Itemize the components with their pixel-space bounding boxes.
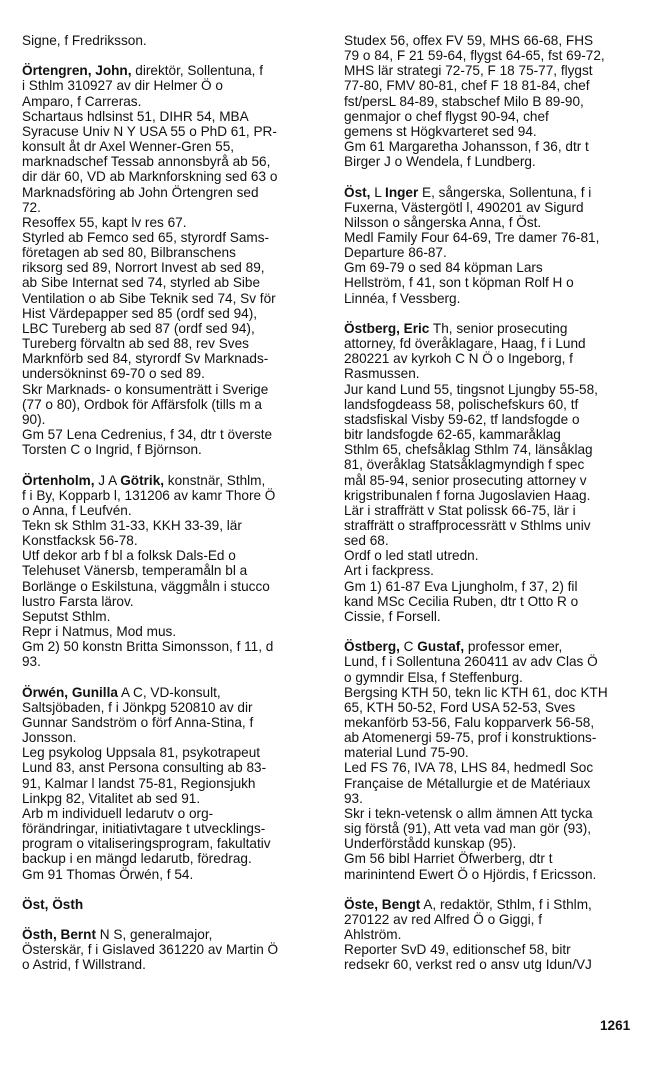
entry-line [22,533,322,548]
entry-text: Lund 83, anst Persona consulting ab 83- [22,760,267,776]
entry-text: Française de Métallurgie et de Matériaux [344,775,591,791]
entry-text: Birger J o Wendela, f Lundberg. [344,154,536,170]
entry-text: sig förstå (91), Att veta vad man gör (93), [344,821,592,837]
entry-line [344,685,644,700]
entry-line [22,321,322,336]
entry-text: Syracuse Univ N Y USA 55 o PhD 61, PR- [22,123,277,139]
entry-line [344,897,644,912]
entry-text: Gm 57 Lena Cedrenius, f 34, dtr t överste [22,427,273,443]
entry-line [22,291,322,306]
entry-text: Nilsson o sångerska Anna, f Öst. [344,214,542,230]
entry-text: genmajor o chef flygst 90-94, chef [344,108,549,124]
entry-line [344,366,644,381]
entry-text: gemens st Högkvarteret sed 94. [344,123,537,139]
entry-text: 65, KTH 50-52, Ford USA 52-53, Sves [344,699,576,715]
entry-line [22,776,322,791]
entry-text: Gm 2) 50 konstn Britta Simonsson, f 11, d [22,639,274,655]
entry-line [344,700,644,715]
entry-text: Cissie, f Forsell. [344,608,441,624]
entry-line [344,730,644,745]
entry-text: Tureberg förvaltn ab sed 88, rev Sves [22,336,249,352]
entry-text: Fuxerna, Västergötl l, 490201 av Sigurd [344,199,584,215]
entry-text: mål 85-94, senior prosecuting attorney v [344,472,587,488]
entry-line [344,185,644,200]
entry-text: direktör, Sollentuna, f [131,63,263,79]
entry-line [344,715,644,730]
entry-text: Reporter SvD 49, editionschef 58, bitr [344,942,571,958]
entry-line [344,442,644,457]
entry-text: 93. [344,790,363,806]
left-column [22,33,322,988]
entry-text: 93. [22,654,41,670]
entry-line [344,579,644,594]
entry-text: Studex 56, offex FV 59, MHS 66-68, FHS [344,33,594,48]
entry-line [344,851,644,866]
entry-text: Hellström, f 41, son t köpman Rolf H o [344,275,574,291]
entry-text: i Sthlm 310927 av dir Helmer Ö o [22,78,223,94]
page-number: 1261 [600,1018,631,1033]
right-column [344,33,644,988]
entry-name: Östberg, [344,639,400,655]
entry-line [344,518,644,533]
entry-line [344,639,644,654]
entry-text: Skr i tekn-vetensk o allm ämnen Att tycka [344,805,593,821]
entry-text: L [370,184,386,200]
entry-line [22,700,322,715]
entry-line [344,412,644,427]
entry-line [344,63,644,78]
directory-entry [22,473,322,670]
entry-text: marknadschef Tessab annonsbyrå ab 56, [22,154,271,170]
entry-text: Underförstådd kunskap (95). [344,836,517,852]
entry-line [22,624,322,639]
entry-line [344,382,644,397]
directory-entry [22,63,322,457]
directory-entry [22,33,322,48]
entry-line [344,927,644,942]
entry-line [344,230,644,245]
entry-line [22,654,322,669]
entry-line [22,412,322,427]
entry-line [22,230,322,245]
entry-text: ab Atomenergi 59-75, prof i konstruktions- [344,730,597,746]
entry-text: 280221 av kyrkoh C N Ö o Ingeborg, f [344,351,573,367]
entry-line [344,563,644,578]
entry-line [344,48,644,63]
entry-line [22,94,322,109]
entry-line [22,867,322,882]
entry-line [22,185,322,200]
entry-line [22,427,322,442]
entry-text: Telehuset Vänersb, temperamåln bl a [22,563,248,579]
entry-text: 270122 av red Alfred Ö o Giggi, f [344,912,542,927]
entry-line [22,275,322,290]
entry-line [344,912,644,927]
entry-name: Örtengren, John, [22,63,132,79]
entry-text: A, redaktör, Sthlm, f i Sthlm, [420,896,592,912]
entry-line [22,33,322,48]
entry-line [344,760,644,775]
entry-text: förändringar, initiativtagare t utvecklings- [22,821,266,837]
entry-line [344,94,644,109]
entry-text: lustro Farsta lärov. [22,593,134,609]
entry-text: Marknförb sed 84, styrordf Sv Marknads- [22,351,269,367]
entry-line [344,745,644,760]
entry-line [22,927,322,942]
entry-text: o Astrid, f Willstrand. [22,957,146,973]
directory-entry [344,185,644,306]
entry-line [344,260,644,275]
entry-line [22,821,322,836]
entry-line [344,488,644,503]
entry-text: Signe, f Fredriksson. [22,33,147,48]
entry-line [22,78,322,93]
entry-line [22,503,322,518]
entry-text: E, sångerska, Sollentuna, f i [418,184,592,200]
entry-line [344,33,644,48]
entry-line [22,200,322,215]
entry-text: Jonsson. [22,730,77,746]
entry-text: 77-80, FMV 80-81, chef F 18 81-84, chef [344,78,590,94]
entry-text: Gm 61 Margaretha Johansson, f 36, dtr t [344,139,589,155]
entry-line [22,351,322,366]
entry-line [344,336,644,351]
entry-line [344,109,644,124]
entry-line [22,806,322,821]
entry-line [22,760,322,775]
entry-line [344,791,644,806]
entry-line [22,745,322,760]
entry-line [22,245,322,260]
directory-entry [344,321,644,624]
entry-text: 91, Kalmar l landst 75-81, Regionsjukh [22,775,256,791]
entry-text: landsfogdeass 58, polischefskurs 60, tf [344,396,579,412]
entry-name: Gustaf, [417,639,465,655]
entry-text: Gm 1) 61-87 Eva Ljungholm, f 37, 2) fil [344,578,578,594]
entry-text: mekanförb 53-56, Falu kopparverk 56-58, [344,714,595,730]
entry-text: marinintend Ewert Ö o Hjördis, f Ericsson. [344,866,597,882]
entry-text: konsult åt dr Axel Wenner-Gren 55, [22,139,235,155]
entry-line [22,397,322,412]
entry-text: N S, generalmajor, [96,927,213,943]
entry-text: attorney, fd överåklagare, Haag, f i Lund [344,336,586,352]
entry-line [22,563,322,578]
entry-text: Ahlström. [344,927,402,943]
entry-name: Örwén, Gunilla [22,684,118,700]
entry-line [344,942,644,957]
entry-line [344,806,644,821]
entry-text: sed 68. [344,533,389,549]
entry-line [344,124,644,139]
entry-line [22,897,322,912]
entry-text: Linnéa, f Vessberg. [344,290,461,306]
entry-text: A C, VD-konsult, [117,684,221,700]
entry-text: Gunnar Sandström o förf Anna-Stina, f [22,714,254,730]
entry-line [22,473,322,488]
entry-line [344,654,644,669]
entry-text: Skr Marknads- o konsumenträtt i Sverige [22,381,269,397]
entry-text: Ventilation o ab Sibe Teknik sed 74, Sv för [22,290,276,306]
entry-line [344,215,644,230]
entry-text: LBC Tureberg ab sed 87 (ordf sed 94), [22,320,255,336]
entry-text: redsekr 60, verkst red o ansv utg Idun/VJ [344,957,592,973]
entry-line [22,336,322,351]
entry-text: Arb m individuell ledarutv o org- [22,805,214,821]
entry-line [22,851,322,866]
entry-text: undersökninst 69-70 o sed 89. [22,366,205,382]
entry-line [22,685,322,700]
entry-line [22,518,322,533]
entry-text: Konstfacksk 56-78. [22,533,138,549]
entry-text: bitr landsfogde 62-65, kammaråklag [344,427,561,443]
entry-line [22,957,322,972]
entry-name: Öst, [344,184,371,200]
entry-text: Saltsjöbaden, f i Jönkpg 520810 av dir [22,699,253,715]
entry-text: Ordf o led statl utredn. [344,548,479,564]
entry-line [22,366,322,381]
entry-text: Resoffex 55, kapt lv res 67. [22,214,187,230]
entry-line [22,791,322,806]
entry-line [22,730,322,745]
entry-line [344,821,644,836]
entry-line [344,78,644,93]
directory-entry [22,897,322,912]
entry-text: Linkpg 82, Vitalitet ab sed 91. [22,790,201,806]
entry-text: företagen ab sed 80, Bilbranschens [22,245,236,261]
entry-text: dir där 60, VD ab Marknforskning sed 63 o [22,169,278,185]
entry-line [22,715,322,730]
entry-line [22,215,322,230]
entry-line [344,473,644,488]
entry-text: Tekn sk Sthlm 31-33, KKH 33-39, lär [22,517,242,533]
entry-text: Styrled ab Femco sed 65, styrordf Sams- [22,230,270,246]
directory-entry [22,685,322,882]
entry-text: Gm 69-79 o sed 84 köpman Lars [344,260,543,276]
directory-entry [344,897,644,973]
entry-name: Östh, Bernt [22,927,97,943]
entry-text: stadsfiskal Visby 59-62, tf landsfogde o [344,411,580,427]
entry-line [22,442,322,457]
entry-text: Österskär, f i Gislaved 361220 av Martin Ö [22,942,279,958]
entry-text: material Lund 75-90. [344,745,469,761]
entry-line [22,579,322,594]
entry-line [22,548,322,563]
entry-line [344,457,644,472]
entry-text: konstnär, Sthlm, [164,472,266,488]
entry-text: Seputst Sthlm. [22,608,111,624]
entry-line [22,639,322,654]
entry-text: (77 o 80), Ordbok för Affärsfolk (tills m a [22,396,262,412]
entry-text: Hist Värdepapper sed 85 (ordf sed 94), [22,305,258,321]
entry-line [344,776,644,791]
entry-text: 90). [22,411,46,427]
entry-text: Gm 56 bibl Harriet Öfwerberg, dtr t [344,851,553,867]
entry-line [22,594,322,609]
entry-line [22,63,322,78]
entry-line [344,548,644,563]
directory-entry [344,33,644,169]
entry-text: Led FS 76, IVA 78, LHS 84, hedmedl Soc [344,760,594,776]
entry-line [344,200,644,215]
entry-text: Th, senior prosecuting [429,320,568,336]
entry-line [22,609,322,624]
entry-line [344,139,644,154]
entry-line [22,154,322,169]
entry-name: Örtenholm, [22,472,95,488]
entry-name: Östberg, Eric [344,320,430,336]
entry-line [344,957,644,972]
entry-name: Inger [385,184,419,200]
entry-line [344,533,644,548]
entry-text: Jur kand Lund 55, tingsnot Ljungby 55-58, [344,381,598,397]
entry-line [22,139,322,154]
entry-line [344,836,644,851]
entry-text: Marknadsföring ab John Örtengren sed [22,184,259,200]
entry-line [22,169,322,184]
entry-line [22,382,322,397]
entry-line [344,351,644,366]
entry-text: 81, överåklag Statsåklagmyndigh f spec [344,457,585,473]
entry-text: Torsten C o Ingrid, f Björnson. [22,442,202,458]
entry-line [344,503,644,518]
entry-text: Lund, f i Sollentuna 260411 av adv Clas Ö [344,654,598,670]
entry-line [344,427,644,442]
entry-text: kand MSc Cecilia Ruben, dtr t Otto R o [344,593,579,609]
entry-text: f i By, Kopparb l, 131206 av kamr Thore Ö [22,487,276,503]
entry-text: J A [94,472,121,488]
directory-entry [344,639,644,882]
entry-text: riksorg sed 89, Norrort Invest ab sed 89, [22,260,265,276]
entry-text: Rasmussen. [344,366,420,382]
entry-text: 79 o 84, F 21 59-64, flygst 64-65, fst 69-72, [344,48,605,64]
entry-line [344,275,644,290]
entry-text: Leg psykolog Uppsala 81, psykotrapeut [22,745,261,761]
entry-text: professor emer, [464,639,563,655]
entry-text: C [399,639,418,655]
entry-text: MHS lär strategi 72-75, F 18 75-77, flygst [344,63,593,79]
entry-line [22,836,322,851]
entry-line [344,154,644,169]
entry-line [22,488,322,503]
entry-line [344,321,644,336]
entry-text: Utf dekor arb f bl a folksk Dals-Ed o [22,548,236,564]
entry-line [344,594,644,609]
directory-entry [22,927,322,972]
entry-line [344,291,644,306]
entry-text: krigstribunalen f forna Jugoslavien Haag. [344,487,591,503]
entry-text: Medl Family Four 64-69, Tre damer 76-81, [344,230,600,246]
entry-text: Bergsing KTH 50, tekn lic KTH 61, doc KTH [344,684,608,700]
entry-text: backup i en mängd ledarutb, föredrag. [22,851,252,867]
entry-text: Departure 86-87. [344,245,447,261]
entry-line [22,109,322,124]
entry-text: Borlänge o Eskilstuna, väggmåln i stucco [22,578,270,594]
entry-line [22,306,322,321]
entry-text: straffrätt o straffprocessrätt v Sthlms univ [344,517,591,533]
entry-text: Sthlm 65, chefsåklag Sthlm 74, länsåklag [344,442,593,458]
entry-text: Lär i straffrätt v Stat polissk 66-75, lär i [344,502,576,518]
entry-text: fst/persL 84-89, stabschef Milo B 89-90, [344,93,584,109]
entry-line [22,942,322,957]
entry-line [344,867,644,882]
entry-text: Art i fackpress. [344,563,434,579]
entry-line [344,397,644,412]
entry-text: 72. [22,199,41,215]
entry-text: Amparo, f Carreras. [22,93,142,109]
entry-line [22,124,322,139]
entry-line [344,609,644,624]
entry-text: o Anna, f Leufvén. [22,502,132,518]
entry-line [344,670,644,685]
entry-line [344,245,644,260]
entry-name: Öst, Östh [22,896,84,912]
entry-name: Götrik, [120,472,165,488]
entry-text: Schartaus hdlsinst 51, DIHR 54, MBA [22,108,249,124]
entry-text: ab Sibe Internat sed 74, styrled ab Sibe [22,275,261,291]
entry-name: Öste, Bengt [344,896,421,912]
entry-text: o gymndir Elsa, f Steffenburg. [344,669,523,685]
entry-text: Gm 91 Thomas Örwén, f 54. [22,866,194,882]
entry-text: program o vitaliseringsprogram, fakultativ [22,836,271,852]
entry-line [22,260,322,275]
entry-text: Repr i Natmus, Mod mus. [22,624,177,640]
